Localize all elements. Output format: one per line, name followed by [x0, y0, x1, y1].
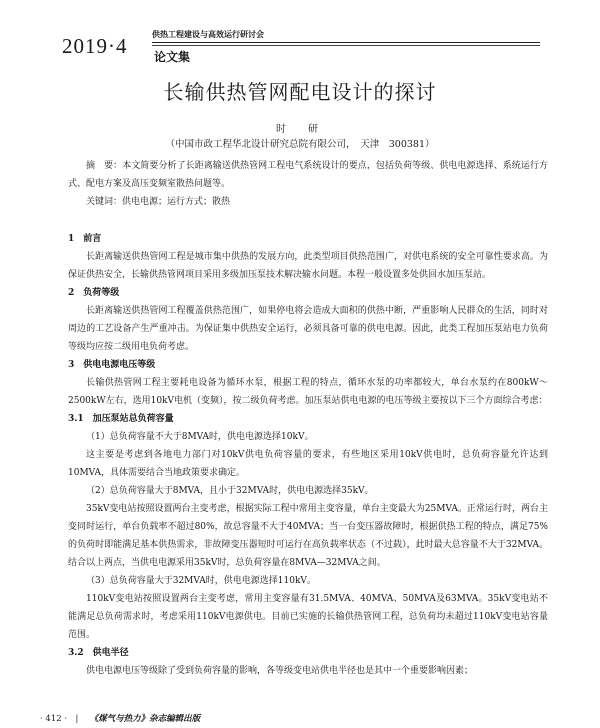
- section-label: 论文集: [154, 50, 191, 64]
- subsection-heading: 3.2 供电半径: [68, 648, 129, 658]
- body-paragraph: 这主要是考虑到各地电力部门对10kV供电负荷容量的要求，有些地区采用10kV供电时，总负荷容量允许达到10MVA，具体需要结合当地政策要求确定。: [68, 450, 548, 478]
- body-paragraph: 长距离输送供热管网工程是城市集中供热的发展方向，此类型项目供热范围广，对供电系统的安全可靠性要求高。为保证供热安全，长输供热管网项目采用多级加压泵技术解决输水问题。本程一般设置多处供回水加压泵站。: [68, 252, 548, 280]
- page-footer: · 412 · | 《煤气与热力》杂志编辑出版: [40, 714, 201, 724]
- abstract-block: [68, 157, 548, 211]
- article-body: [68, 230, 548, 680]
- body-paragraph: 供电电源电压等级除了受到负荷容量的影响，各等级变电站供电半径也是其中一个重要影响因素；: [86, 666, 474, 676]
- journal-year-issue: 2019·4: [62, 34, 128, 58]
- body-paragraph: （3）总负荷容量大于32MVA时，供电电源选择110kV。: [86, 576, 316, 586]
- article-title: 长输供热管网配电设计的探讨: [163, 80, 437, 104]
- magazine-credit: 《煤气与热力》杂志编辑出版: [89, 714, 201, 724]
- article-author: 时 研: [276, 124, 324, 135]
- keywords: 关键词：供电电源；运行方式；散热: [86, 197, 231, 207]
- section-heading: 1 前言: [68, 234, 102, 244]
- subsection-heading: 3.1 加压泵站总负荷容量: [68, 414, 174, 424]
- body-paragraph: 长距离输送供热管网工程覆盖供热范围广，如果停电将会造成大面积的供热中断，严重影响人民群众的生活，同时对周边的工艺设备产生严重冲击。为保证集中供热安全运行，必须具备可靠的供电电源。因此，此类工程加压泵站电力负荷等级均应按二级用电负荷考虑。: [68, 306, 548, 352]
- header-rule: [152, 42, 540, 43]
- conference-name: 供热工程建设与高效运行研讨会: [152, 29, 264, 39]
- section-heading: 2 负荷等级: [68, 288, 120, 298]
- author-affiliation: （中国市政工程华北设计研究总院有限公司， 天津 300381）: [165, 139, 435, 150]
- body-paragraph: （2）总负荷容量大于8MVA，且小于32MVA时，供电电源选择35kV。: [86, 486, 374, 496]
- abstract: 摘 要：本文简要分析了长距离输送供热管网工程电气系统设计的要点，包括负荷等级、供电电源选择、系统运行方式、配电方案及高压变频室散热问题等。: [68, 161, 548, 189]
- body-paragraph: 110kV变电站按照设置两台主变考虑，常用主变容量有31.5MVA、40MVA、50MVA及63MVA。35kV变电站不能满足总负荷需求时，考虑采用110kV电源供电。目前已实施的长输供热管网工程，总负荷均未超过110kV变电站容量范围。: [68, 594, 548, 640]
- page-number: · 412 ·: [40, 714, 68, 724]
- header-rule-thin: [152, 45, 540, 46]
- body-paragraph: 长输供热管网工程主要耗电设备为循环水泵，根据工程的特点，循环水泵的功率都较大，单台水泵约在800kW～2500kW左右，选用10kV电机（变频），按二级负荷考虑。加压泵站供电电源的电压等级主要按以下三个方面综合考虑：: [68, 378, 548, 406]
- body-paragraph: 35kV变电站按照设置两台主变考虑，根据实际工程中常用主变容量，单台主变最大为25MVA。正常运行时，两台主变同时运行，单台负载率不超过80%，故总容量不大于40MVA；当一台变压器故障时，根据供热工程的特点，满足75%的负荷时即能满足基本供热需求，非故障变压器短时可运行在高负载率状态（不过载），此时最大总容量不大于32MVA。结合以上两点，当供电电源采用35kV时，总负荷容量在8MVA—32MVA之间。: [68, 504, 548, 568]
- body-paragraph: （1）总负荷容量不大于8MVA时，供电电源选择10kV。: [86, 432, 314, 442]
- section-heading: 3 供电电源电压等级: [68, 360, 156, 370]
